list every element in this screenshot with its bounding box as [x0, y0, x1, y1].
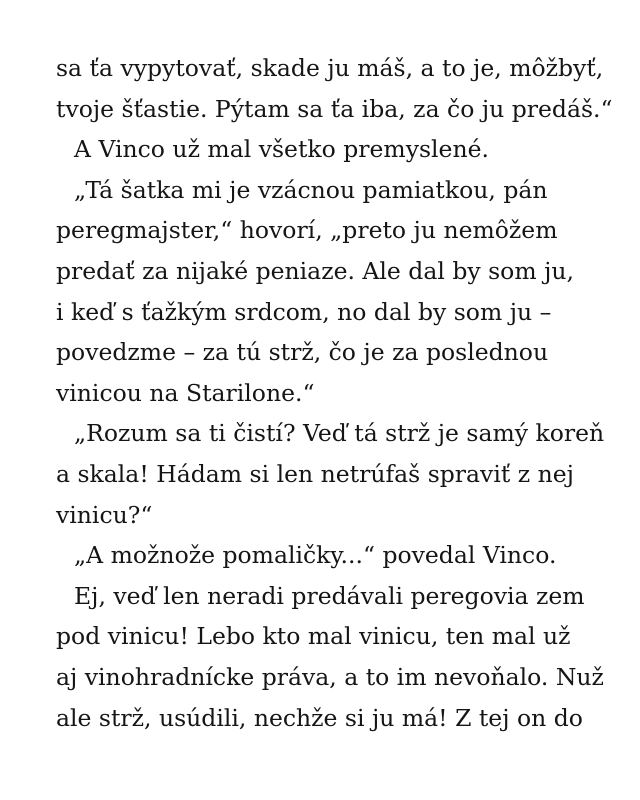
text-line: „A možnože pomaličky...“ povedal Vinco. — [74, 541, 557, 570]
text-line: a skala! Hádam si len netrúfaš spraviť z nej — [56, 459, 574, 488]
text-line: tvoje šťastie. Pýtam sa ťa iba, za čo ju predáš.“ — [56, 94, 613, 123]
text-line: sa ťa vypytovať, skade ju máš, a to je, môžbyť, — [56, 54, 604, 82]
text-line: A Vinco už mal všetko premyslené. — [74, 135, 489, 164]
text-line: pod vinicu! Lebo kto mal vinicu, ten mal už — [56, 622, 571, 651]
text-line: ale strž, usúdili, nechže si ju má! Z tej on do — [56, 703, 583, 732]
text-line: aj vinohradnícke práva, a to im nevoňalo. Nuž — [56, 662, 604, 691]
text-line: i keď s ťažkým srdcom, no dal by som ju – — [56, 297, 552, 326]
text-line: predať za nijaké peniaze. Ale dal by som ju, — [56, 256, 574, 285]
page-text — [56, 48, 616, 738]
text-line: vinicu?“ — [56, 500, 153, 529]
text-line: „Tá šatka mi je vzácnou pamiatkou, pán — [74, 175, 548, 204]
text-line: peregmajster,“ hovorí, „preto ju nemôžem — [56, 216, 558, 245]
text-line: Ej, veď len neradi predávali peregovia zem — [74, 581, 585, 610]
text-line: vinicou na Starilone.“ — [56, 378, 315, 407]
text-line: povedzme – za tú strž, čo je za poslednou — [56, 338, 549, 367]
text-line: „Rozum sa ti čistí? Veď tá strž je samý koreň — [74, 419, 605, 448]
